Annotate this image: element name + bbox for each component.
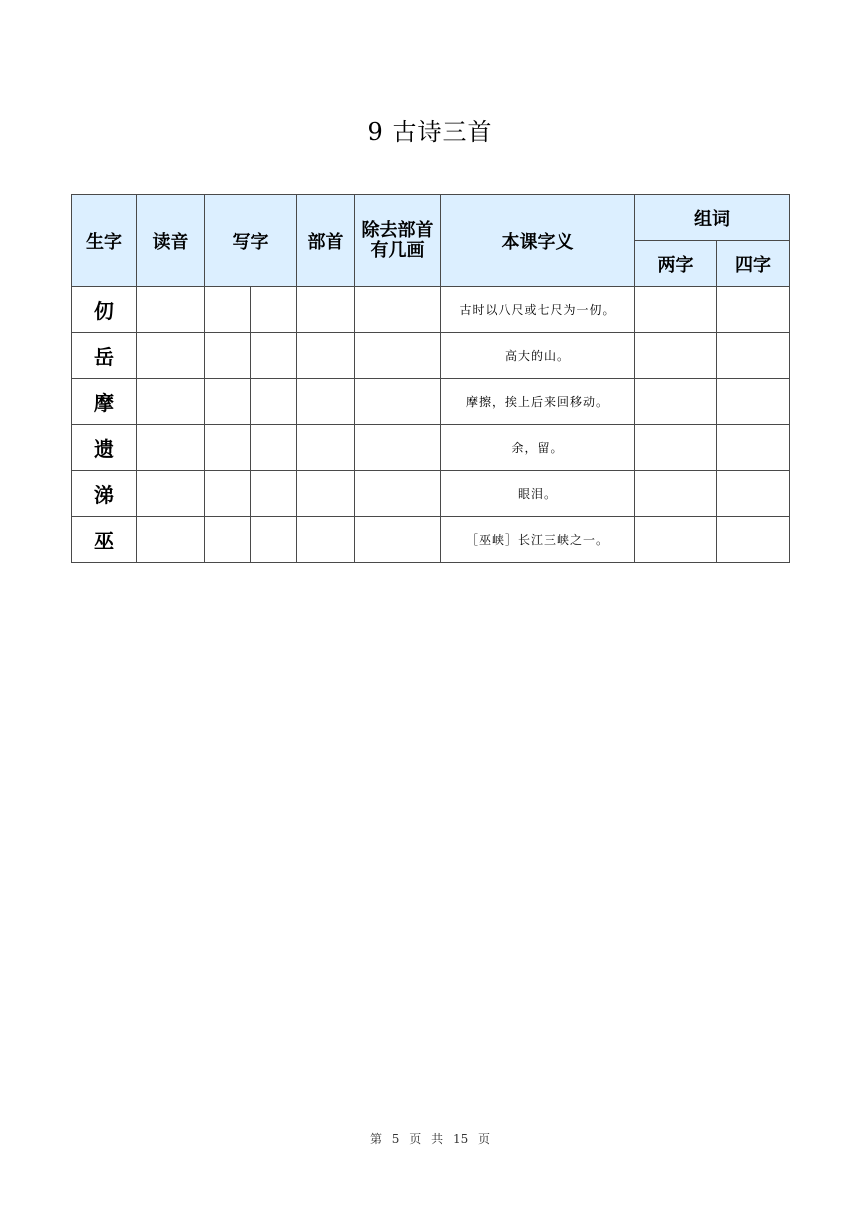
radical-cell[interactable] — [297, 287, 355, 333]
radical-cell[interactable] — [297, 471, 355, 517]
page-title: 9 古诗三首 — [367, 118, 493, 146]
write-cell[interactable] — [251, 517, 297, 563]
pinyin-cell[interactable] — [137, 379, 205, 425]
strokes-cell[interactable] — [355, 333, 441, 379]
meaning-cell: 古时以八尺或七尺为一仞。 — [441, 287, 635, 333]
write-cell[interactable] — [251, 333, 297, 379]
write-cell[interactable] — [205, 333, 251, 379]
char-cell: 摩 — [72, 379, 137, 425]
four-char-word-cell[interactable] — [717, 517, 790, 563]
meaning-cell: 眼泪。 — [441, 471, 635, 517]
strokes-cell[interactable] — [355, 471, 441, 517]
header-two-char-words: 两字 — [635, 241, 717, 287]
footer-page-word: 页 — [409, 1132, 422, 1146]
strokes-cell[interactable] — [355, 287, 441, 333]
footer-page-number: 5 — [391, 1132, 400, 1146]
four-char-word-cell[interactable] — [717, 379, 790, 425]
four-char-word-cell[interactable] — [717, 287, 790, 333]
radical-cell[interactable] — [297, 333, 355, 379]
table-row — [72, 517, 790, 563]
radical-cell[interactable] — [297, 517, 355, 563]
strokes-cell[interactable] — [355, 379, 441, 425]
char-cell: 仞 — [72, 287, 137, 333]
table-row — [72, 471, 790, 517]
four-char-word-cell[interactable] — [717, 333, 790, 379]
character-study-table — [71, 194, 790, 563]
char-cell: 巫 — [72, 517, 137, 563]
meaning-cell: 余，留。 — [441, 425, 635, 471]
two-char-word-cell[interactable] — [635, 471, 717, 517]
table-row — [72, 333, 790, 379]
pinyin-cell[interactable] — [137, 471, 205, 517]
pinyin-cell[interactable] — [137, 517, 205, 563]
pinyin-cell[interactable] — [137, 425, 205, 471]
header-four-char-words: 四字 — [717, 241, 790, 287]
two-char-word-cell[interactable] — [635, 333, 717, 379]
four-char-word-cell[interactable] — [717, 425, 790, 471]
four-char-word-cell[interactable] — [717, 471, 790, 517]
write-cell[interactable] — [251, 471, 297, 517]
write-cell[interactable] — [251, 287, 297, 333]
header-radical: 部首 — [297, 195, 355, 287]
strokes-cell[interactable] — [355, 425, 441, 471]
header-meaning: 本课字义 — [441, 195, 635, 287]
write-cell[interactable] — [251, 379, 297, 425]
write-cell[interactable] — [251, 425, 297, 471]
write-cell[interactable] — [205, 379, 251, 425]
pinyin-cell[interactable] — [137, 287, 205, 333]
two-char-word-cell[interactable] — [635, 379, 717, 425]
char-cell: 涕 — [72, 471, 137, 517]
table-row — [72, 425, 790, 471]
footer-total-pages: 15 — [452, 1132, 469, 1146]
write-cell[interactable] — [205, 471, 251, 517]
strokes-cell[interactable] — [355, 517, 441, 563]
radical-cell[interactable] — [297, 425, 355, 471]
header-char: 生字 — [72, 195, 137, 287]
page-footer — [0, 1130, 860, 1147]
header-words: 组词 — [635, 195, 790, 241]
pinyin-cell[interactable] — [137, 333, 205, 379]
meaning-cell: 摩擦，挨上后来回移动。 — [441, 379, 635, 425]
footer-suffix: 页 — [478, 1132, 491, 1146]
char-cell: 遗 — [72, 425, 137, 471]
meaning-cell: ［巫峡］长江三峡之一。 — [441, 517, 635, 563]
table-row — [72, 287, 790, 333]
meaning-cell: 高大的山。 — [441, 333, 635, 379]
footer-total-word: 共 — [431, 1132, 444, 1146]
header-strokes: 除去部首有几画 — [355, 195, 441, 287]
header-pinyin: 读音 — [137, 195, 205, 287]
write-cell[interactable] — [205, 425, 251, 471]
header-write: 写字 — [205, 195, 297, 287]
two-char-word-cell[interactable] — [635, 287, 717, 333]
two-char-word-cell[interactable] — [635, 425, 717, 471]
table-row — [72, 379, 790, 425]
two-char-word-cell[interactable] — [635, 517, 717, 563]
char-cell: 岳 — [72, 333, 137, 379]
footer-prefix: 第 — [369, 1132, 382, 1146]
radical-cell[interactable] — [297, 379, 355, 425]
write-cell[interactable] — [205, 287, 251, 333]
write-cell[interactable] — [205, 517, 251, 563]
